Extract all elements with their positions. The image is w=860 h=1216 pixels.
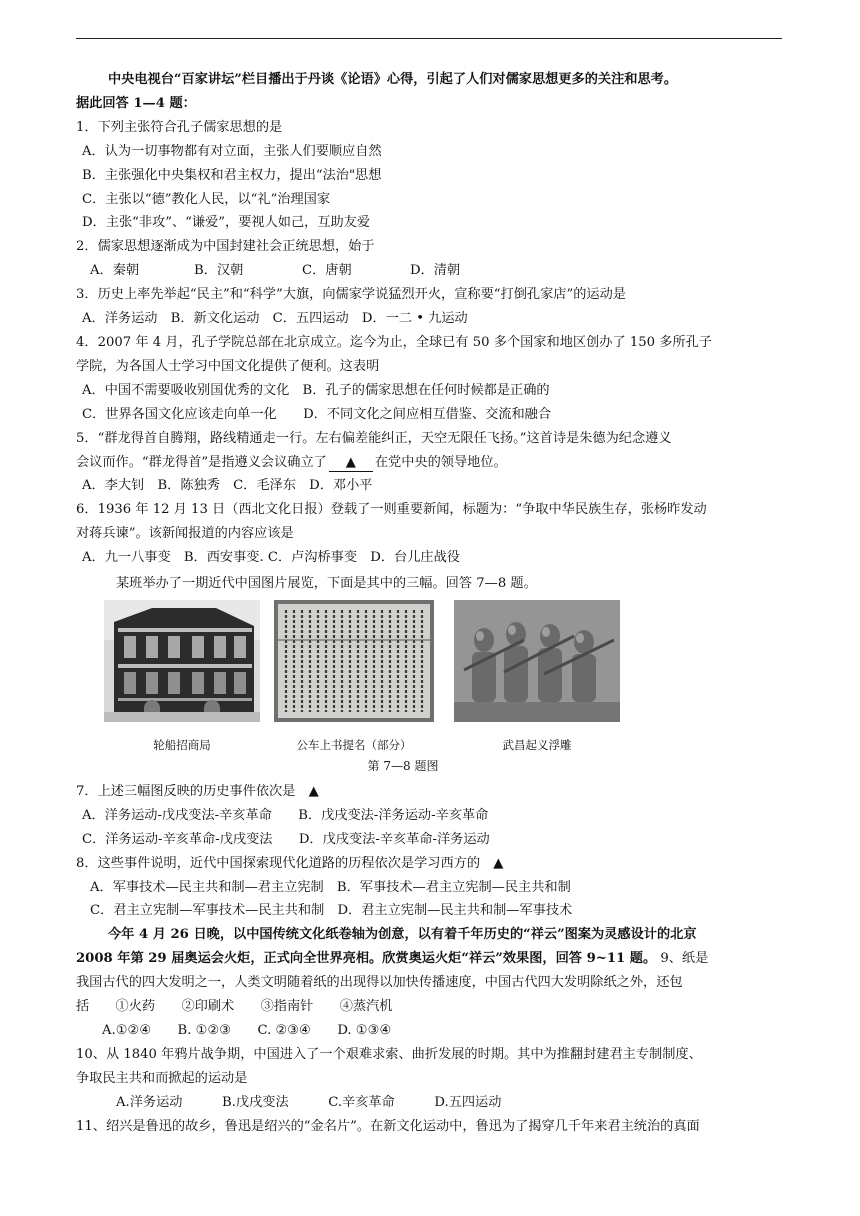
- intro-passage-1-instruction: 据此回答 1—4 题：: [76, 95, 196, 111]
- stem-text: 会议而作。“群龙得首”是指遵义会议确立了: [76, 454, 327, 470]
- option-row: C．洋务运动-辛亥革命-戊戌变法 D．戊戌变法-辛亥革命-洋务运动: [82, 831, 490, 847]
- option-row: C．君主立宪制—军事技术—民主共和制 D．君主立宪制—民主共和制—军事技术: [90, 903, 573, 919]
- option-row: A．洋务运动 B．新文化运动 C．五四运动 D．一二 • 九运动: [82, 311, 468, 327]
- answer-blank: ▲: [329, 455, 373, 472]
- question-4: [76, 331, 782, 427]
- option-row: A.洋务运动 B.戊戌变法 C.辛亥革命 D.五四运动: [116, 1094, 502, 1110]
- option-d: D．主张“非攻”、“谦爱”，要视人如己，互助友爱: [82, 215, 371, 231]
- option-row: C．世界各国文化应该走向单一化 D．不同文化之间应相互借鉴、交流和融合: [82, 406, 552, 422]
- relief-photo: [454, 600, 620, 722]
- question-6: [76, 498, 782, 570]
- document-photo: [274, 600, 434, 722]
- option-row: A．李大钊 B．陈独秀 C．毛泽东 D．邓小平: [82, 478, 373, 494]
- question-stem: 1．下列主张符合孔子儒家思想的是: [76, 119, 283, 135]
- option-d: D．清朝: [410, 263, 461, 279]
- option-c: C．唐朝: [302, 263, 352, 279]
- question-stem: 8．这些事件说明，近代中国探索现代化道路的历程依次是学习西方的 ▲: [76, 855, 504, 871]
- question-stem: 11、绍兴是鲁迅的故乡，鲁迅是绍兴的“金名片”。在新文化运动中，鲁迅为了揭穿几千年来君主统治的真面: [76, 1118, 700, 1134]
- question-stem: 10、从 1840 年鸦片战争期，中国进入了一个艰难求索、曲折发展的时期。其中为推翻封建君主专制制度、: [76, 1046, 702, 1062]
- option-row: A．军事技术—民主共和制—君主立宪制 B．军事技术—君主立宪制—民主共和制: [90, 879, 571, 895]
- intro-passage-2: 某班举办了一期近代中国图片展览，下面是其中的三幅。回答 7—8 题。: [116, 576, 537, 592]
- question-5: [76, 427, 782, 499]
- question-stem: 6．1936 年 12 月 13 日（西北文化日报）登载了一则重要新闻，标题为：“争取中华民族生存，张杨昨发动: [76, 502, 707, 518]
- question-3: [76, 283, 782, 331]
- building-photo: [104, 600, 260, 722]
- intro-passage-1: 中央电视台“百家讲坛”栏目播出于丹谈《论语》心得，引起了人们对儒家思想更多的关注和思考。: [108, 72, 678, 87]
- option-b: B．汉朝: [194, 263, 244, 279]
- option-row: A．洋务运动-戊戌变法-辛亥革命 B．戊戌变法-洋务运动-辛亥革命: [82, 807, 489, 823]
- figure-title: 第 7—8 题图: [367, 758, 439, 773]
- intro-passage-3-cont: [76, 947, 782, 971]
- option-b: B．主张强化中央集权和君主权力，提出“法治"思想: [82, 167, 382, 183]
- figure-steamship-company: [104, 600, 260, 752]
- header-rule: [76, 38, 782, 39]
- figure-caption: 公车上书提名（部分）: [296, 737, 412, 752]
- option-row: A．中国不需要吸收别国优秀的文化 B．孔子的儒家思想在任何时候都是正确的: [82, 382, 550, 398]
- option-a: A．秦朝: [90, 263, 140, 279]
- option-c: C．主张以“德”教化人民，以“礼”治理国家: [82, 191, 331, 207]
- question-9-start: 9、纸是: [656, 951, 709, 967]
- option-row: [76, 259, 782, 283]
- figure-wuchang-relief: [454, 600, 620, 752]
- question-2: [76, 235, 782, 283]
- question-stem: 3．历史上率先举起“民主”和“科学”大旗，向儒家学说猛烈开火，宣称要“打倒孔家店”的运动是: [76, 287, 626, 303]
- question-11: [76, 1115, 782, 1139]
- question-stem: 我国古代的四大发明之一，人类文明随着纸的出现得以加快传播速度，中国古代四大发明除纸之外，还包: [76, 975, 683, 991]
- stem-text: 在党中央的领导地位。: [374, 454, 507, 470]
- exam-content: [76, 68, 782, 1139]
- question-stem-cont: 争取民主共和而掀起的运动是: [76, 1070, 248, 1086]
- intro-passage-3: 今年 4 月 26 日晚，以中国传统文化纸卷轴为创意，以有着千年历史的“祥云”图案为灵感设计的北京: [108, 927, 697, 943]
- question-1: [76, 116, 782, 236]
- figure-group: [76, 600, 782, 764]
- question-stem: 7．上述三幅图反映的历史事件依次是 ▲: [76, 783, 319, 799]
- option-a: A．认为一切事物都有对立面，主张人们要顺应自然: [82, 143, 382, 159]
- figure-caption: 轮船招商局: [153, 737, 211, 752]
- question-stem: 4．2007 年 4 月，孔子学院总部在北京成立。迄今为止，全球已有 50 多个国家和地区创办了 150 多所孔子: [76, 334, 712, 350]
- question-stem-cont: 对蒋兵谏”。该新闻报道的内容应该是: [76, 526, 294, 542]
- figure-caption: 武昌起义浮雕: [502, 737, 572, 752]
- question-stem: 5．“群龙得首自腾翔，路线精通走一行。左右偏差能纠正，天空无限任飞扬。”这首诗是朱德为纪念遵义: [76, 430, 672, 446]
- question-9: [76, 971, 782, 1043]
- option-row: A.①②④ B. ①②③ C. ②③④ D. ①③④: [102, 1023, 392, 1038]
- question-8: [76, 852, 782, 924]
- question-stem: 2．儒家思想逐渐成为中国封建社会正统思想，始于: [76, 239, 375, 255]
- question-10: [76, 1043, 782, 1115]
- figure-gongche-shangshu: [274, 600, 434, 752]
- option-row: A．九一八事变 B．西安事变. C．卢沟桥事变 D．台儿庄战役: [82, 550, 460, 566]
- question-7: [76, 780, 782, 852]
- intro-passage-3-bold: 2008 年第 29 届奥运会火炬，正式向全世界亮相。欣赏奥运火炬“祥云”效果图，回答 9~11 题。: [76, 951, 657, 967]
- question-stem-cont: [76, 451, 782, 475]
- question-stem-cont: 括 ①火药 ②印刷术 ③指南针 ④蒸汽机: [76, 999, 393, 1015]
- question-stem-cont: 学院，为各国人士学习中国文化提供了便利。这表明: [76, 358, 380, 374]
